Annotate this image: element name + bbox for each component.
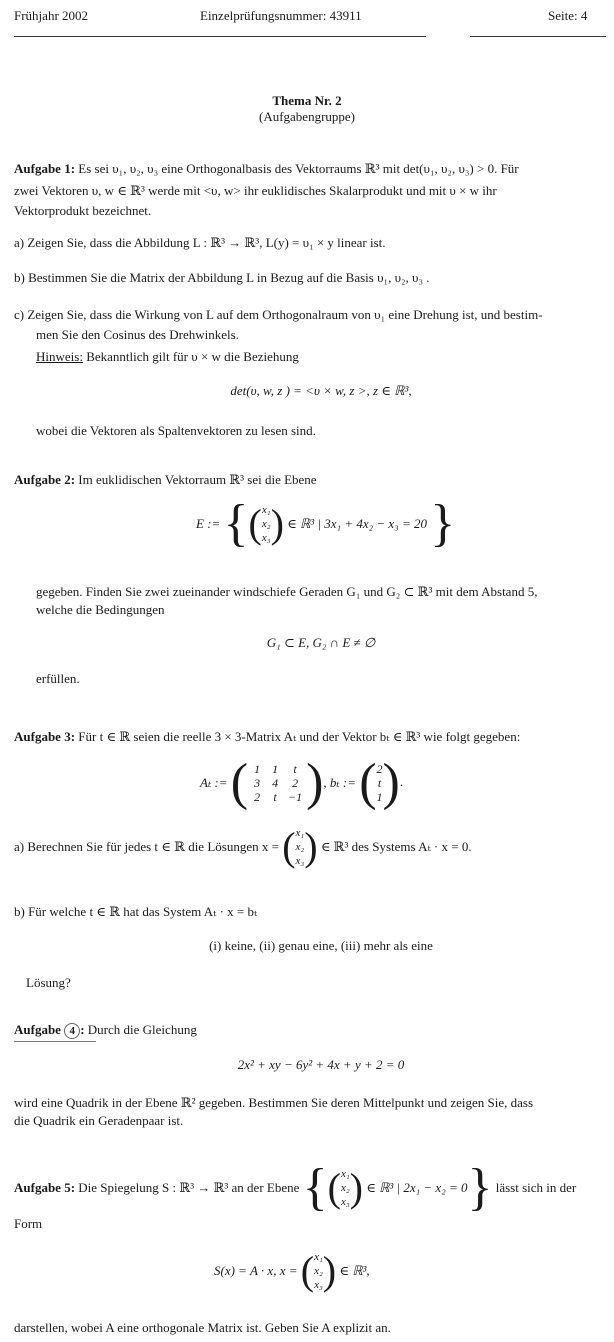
task1-intro-text: Es sei υ₁, υ₂, υ₃ eine Orthogonalbasis des Vektorraums ℝ³ mit det(υ₁, υ₂, υ₃) > 0. Für [78, 161, 519, 176]
vec-x2: x₂ [261, 518, 271, 530]
task3-A-lhs: Aₜ := [200, 775, 228, 790]
task5-final: darstellen, wobei A eine orthogonale Matrix ist. Geben Sie A explizit an. [14, 1320, 391, 1335]
task5-formula-x-vector [314, 1250, 323, 1292]
header-term: Frühjahr 2002 [14, 8, 89, 23]
task1-part-b: b) Bestimmen Sie die Matrix der Abbildung L in Bezug auf die Basis υ₁, υ₂, υ₃ . [14, 270, 430, 285]
task4-text-line1: wird eine Quadrik in der Ebene ℝ² gegeben. Bestimmen Sie deren Mittelpunkt und zeigen Sie, dass [14, 1095, 534, 1110]
task1-label: Aufgabe 1: [14, 161, 76, 176]
vector-paren-left: ( [327, 1165, 341, 1210]
task3-part-a [14, 826, 606, 882]
task1-part-c-line2: men Sie den Cosinus des Drehwinkels. [36, 327, 239, 342]
header-exam-number: Einzelprüfungsnummer: 43911 [200, 8, 362, 23]
vector-entry: t [377, 776, 382, 790]
task5-formula-lhs: S(x) = A · x, x = [214, 1263, 298, 1278]
vec-x2: x₂ [295, 841, 305, 853]
task4-text-line2: die Quadrik ein Geradenpaar ist. [14, 1113, 184, 1128]
vec-x1: x₁ [340, 1168, 350, 1180]
vector-paren-right: ) [322, 1248, 337, 1293]
vector-paren-right: ) [382, 754, 400, 811]
vec-x1: x₁ [295, 827, 305, 839]
task3-part-b: b) Für welche t ∈ ℝ hat das System Aₜ · x = bₜ [14, 904, 258, 919]
task5-formula [214, 1250, 454, 1310]
matrix-entry: t [293, 762, 297, 776]
task3-part-a-pre: a) Berechnen Sie für jedes t ∈ ℝ die Lösungen x = [14, 839, 279, 854]
set-brace-left: { [302, 1159, 328, 1216]
task5-x-vector [341, 1167, 350, 1209]
matrix-entry: 3 [254, 776, 261, 790]
vector-paren-left: ( [300, 1248, 315, 1293]
task3-x-vector [296, 826, 305, 868]
matrix-entry: 2 [292, 776, 299, 790]
matrix-paren-right: ) [306, 754, 324, 811]
task1-part-c-line1: c) Zeigen Sie, dass die Wirkung von L auf dem Orthogonalraum von υ₁ eine Drehung ist, und bestim- [14, 307, 543, 322]
task1-intro-line1 [14, 159, 604, 179]
matrix-entry: 1 [254, 762, 261, 776]
task4-label-underline [14, 1041, 96, 1042]
task3-part-b-end: Lösung? [26, 975, 71, 990]
task1-hint-label: Hinweis: [36, 349, 83, 364]
set-brace-right: } [430, 495, 456, 552]
task3-intro-text: Für t ∈ ℝ seien die reelle 3 × 3-Matrix Aₜ und der Vektor bₜ ∈ ℝ³ wie folgt gegeben: [75, 729, 521, 744]
task4-label-colon: : [80, 1022, 85, 1037]
theme-subtitle: (Aufgabengruppe) [258, 109, 355, 124]
matrix-entry: t [273, 790, 277, 804]
task4-equation: 2x² + xy − 6y² + 4x + y + 2 = 0 [237, 1057, 405, 1072]
task5-suffix: lässt sich in der [495, 1180, 577, 1195]
task3-part-b-options: (i) keine, (ii) genau eine, (iii) mehr als eine [209, 938, 433, 953]
task5-intro-text: Die Spiegelung S : ℝ³ → ℝ³ an der Ebene [75, 1180, 300, 1195]
task3-intro [14, 727, 606, 747]
theme-title: Thema Nr. 2 [272, 93, 342, 108]
header-page-number: Seite: 4 [548, 8, 588, 23]
header-rule-left [14, 36, 426, 37]
vector-paren-right: ) [270, 501, 284, 546]
vec-x3: x₃ [340, 1196, 350, 1208]
task3-matrix-A [248, 762, 306, 804]
task2-text-line2: welche die Bedingungen [36, 602, 165, 617]
task5-set-condition: ∈ ℝ³ | 2x₁ − x₂ = 0 [366, 1180, 468, 1195]
vec-x1: x₁ [314, 1251, 323, 1263]
task2-intro-text: Im euklidischen Vektorraum ℝ³ sei die Ebene [75, 472, 317, 487]
task3-b-lhs: , bₜ := [323, 775, 356, 790]
task4-intro [14, 1020, 606, 1040]
task5-label: Aufgabe 5: [14, 1180, 76, 1195]
vec-x1: x₁ [261, 504, 271, 516]
vec-x3: x₃ [314, 1279, 323, 1291]
task2-x-vector [262, 503, 271, 545]
vector-paren-left: ( [248, 501, 262, 546]
vector-paren-right: ) [349, 1165, 363, 1210]
vector-paren-left: ( [282, 824, 296, 869]
task2-conditions: G₁ ⊂ E, G₂ ∩ E ≠ ∅ [266, 635, 376, 650]
task2-label: Aufgabe 2: [14, 472, 76, 487]
vec-x3: x₃ [295, 855, 305, 867]
task2-intro [14, 470, 604, 490]
set-brace-left: { [223, 495, 249, 552]
task3-matrix-definition: Aₜ := ( 1 1 t 3 4 2 2 t −1 ), bₜ := (2 t 1). [200, 754, 404, 811]
matrix-entry: 1 [272, 762, 279, 776]
task4-label [14, 1022, 85, 1037]
task1-hint-text: Bekanntlich gilt für υ × w die Beziehung [82, 349, 299, 364]
task3-label: Aufgabe 3: [14, 729, 76, 744]
matrix-entry: −1 [288, 790, 303, 804]
set-brace-right: } [467, 1159, 493, 1216]
vector-entry: 1 [376, 790, 383, 804]
header-rule-right [470, 36, 606, 37]
matrix-entry: 2 [254, 790, 261, 804]
task2-set-lhs: E := [196, 516, 221, 531]
task5-intro [14, 1159, 606, 1222]
task2-set-condition: ∈ ℝ³ | 3x₁ + 4x₂ − x₃ = 20 [287, 516, 427, 531]
task2-after: erfüllen. [36, 671, 80, 686]
vector-entry: 2 [376, 762, 383, 776]
task1-intro-line2: zwei Vektoren υ, w ∈ ℝ³ werde mit <υ, w> ihr euklidisches Skalarprodukt und mit υ × w ihr [14, 183, 497, 198]
task2-plane-set [196, 495, 496, 568]
vector-paren-left: ( [359, 754, 377, 811]
matrix-paren-left: ( [230, 754, 249, 811]
matrix-entry: 4 [272, 776, 279, 790]
task3-part-a-post: ∈ ℝ³ des Systems Aₜ · x = 0. [320, 839, 472, 854]
task4-intro-text: Durch die Gleichung [84, 1022, 197, 1037]
vec-x2: x₂ [314, 1265, 323, 1277]
task4-label-word: Aufgabe [14, 1022, 61, 1037]
task1-intro-line3: Vektorprodukt bezeichnet. [14, 203, 152, 218]
task1-part-a: a) Zeigen Sie, dass die Abbildung L : ℝ³ → ℝ³, L(y) = υ₁ × y linear ist. [14, 235, 386, 250]
task1-hint [36, 347, 602, 367]
task5-form-word: Form [14, 1216, 43, 1231]
vec-x2: x₂ [340, 1182, 350, 1194]
vec-x3: x₃ [261, 532, 271, 544]
task1-hint-formula: det(υ, w, z ) = <υ × w, z >, z ∈ ℝ³, [230, 383, 412, 398]
task5-formula-rhs: ∈ ℝ³, [339, 1263, 370, 1278]
task4-circled-number: 4 [64, 1023, 80, 1039]
task1-hint-after: wobei die Vektoren als Spaltenvektoren zu lesen sind. [36, 423, 316, 438]
vector-paren-right: ) [304, 824, 318, 869]
task2-text-line1: gegeben. Finden Sie zwei zueinander windschiefe Geraden G₁ und G₂ ⊂ ℝ³ mit dem Abstand 5, [36, 584, 538, 599]
